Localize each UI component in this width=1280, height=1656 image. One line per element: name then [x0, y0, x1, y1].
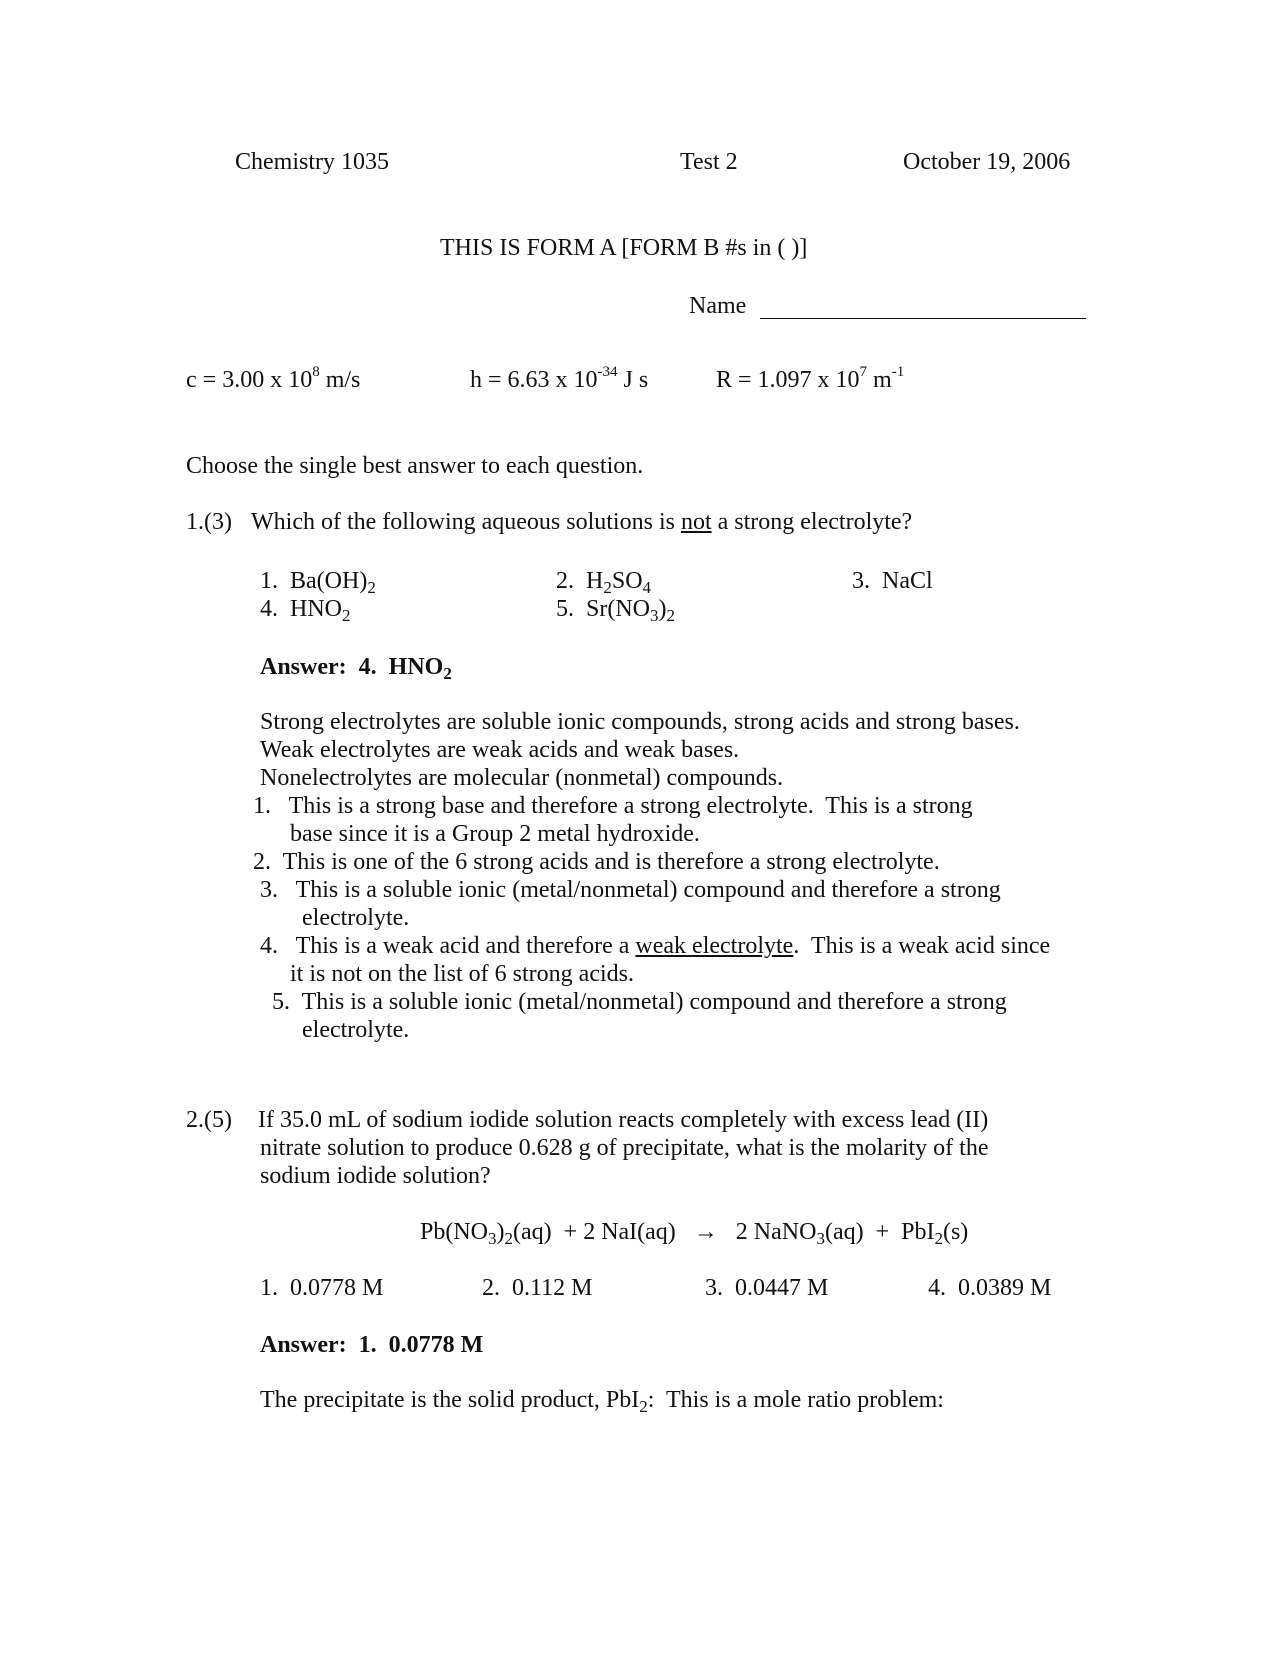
q2-number: 2.(5): [186, 1107, 232, 1133]
q1-expl-item-1: 1. This is a strong base and therefore a strong electrolyte. This is a strong: [253, 793, 973, 819]
q2-choice-4: 4. 0.0389 M: [928, 1275, 1052, 1301]
q1-expl-item-2: 2. This is one of the 6 strong acids and is therefore a strong electrolyte.: [253, 849, 940, 875]
q1-expl-weak: Weak electrolytes are weak acids and weak bases.: [260, 737, 740, 763]
q1-choice-3: 3. NaCl: [852, 568, 933, 594]
q1-expl-nonelectrolyte: Nonelectrolytes are molecular (nonmetal) compounds.: [260, 765, 784, 791]
test-date: October 19, 2006: [903, 149, 1071, 175]
constant-h: h = 6.63 x $10^{-34}$ J s: [470, 364, 649, 393]
q2-followup: The precipitate is the solid product, PbI$_2$: This is a mole ratio problem:: [260, 1387, 944, 1416]
q2-choice-1: 1. 0.0778 M: [260, 1275, 384, 1301]
q1-expl-item-5-cont: electrolyte.: [302, 1017, 410, 1043]
q1-stem: Which of the following aqueous solutions is not a strong electrolyte?: [251, 509, 913, 535]
q1-answer: Answer: 4. $HNO_2$: [260, 654, 452, 683]
course-title: Chemistry 1035: [235, 149, 389, 175]
q1-expl-item-4-cont: it is not on the list of 6 strong acids.: [290, 961, 634, 987]
q1-expl-item-1-cont: base since it is a Group 2 metal hydroxide.: [290, 821, 700, 847]
constant-r: R = 1.097 x $10^7$ $m^{-1}$: [716, 364, 905, 393]
q1-expl-strong: Strong electrolytes are soluble ionic compounds, strong acids and strong bases.: [260, 709, 1020, 735]
q1-choice-2: 2. $H_2SO_4$: [556, 568, 652, 597]
q1-expl-item-4: 4. This is a weak acid and therefore a weak electrolyte. This is a weak acid since: [260, 933, 1051, 959]
q1-expl-item-3: 3. This is a soluble ionic (metal/nonmetal) compound and therefore a strong: [260, 877, 1001, 903]
q1-number: 1.(3): [186, 509, 232, 535]
q2-answer: Answer: 1. 0.0778 M: [260, 1332, 484, 1358]
q1-expl-item-5: 5. This is a soluble ionic (metal/nonmetal) compound and therefore a strong: [272, 989, 1007, 1015]
test-title: Test 2: [680, 149, 738, 175]
q2-choice-2: 2. 0.112 M: [482, 1275, 593, 1301]
q2-stem-line-2: nitrate solution to produce 0.628 g of precipitate, what is the molarity of the: [260, 1135, 989, 1161]
q2-equation: $Pb(NO_3)_2(aq) + 2$ NaI(aq) → 2 NaNO$_3$(aq) + PbI$_2$(s): [420, 1219, 969, 1248]
q1-choice-4: 4. $HNO_2$: [260, 596, 351, 625]
form-note: THIS IS FORM A [FORM B #s in ( )]: [440, 235, 808, 261]
q1-choice-5: 5. $Sr(NO_3)_2$: [556, 596, 675, 625]
q2-choice-3: 3. 0.0447 M: [705, 1275, 829, 1301]
q1-choice-1: 1. $Ba(OH)_2$: [260, 568, 376, 597]
constant-c: c = 3.00 x $10^8$ m/s: [186, 364, 361, 393]
q2-stem-line-3: sodium iodide solution?: [260, 1163, 491, 1189]
q1-expl-item-3-cont: electrolyte.: [302, 905, 410, 931]
name-blank-line: [760, 318, 1086, 319]
instructions: Choose the single best answer to each question.: [186, 453, 644, 479]
name-label: Name: [689, 293, 747, 319]
q2-stem-line-1: If 35.0 mL of sodium iodide solution reacts completely with excess lead (II): [258, 1107, 989, 1133]
